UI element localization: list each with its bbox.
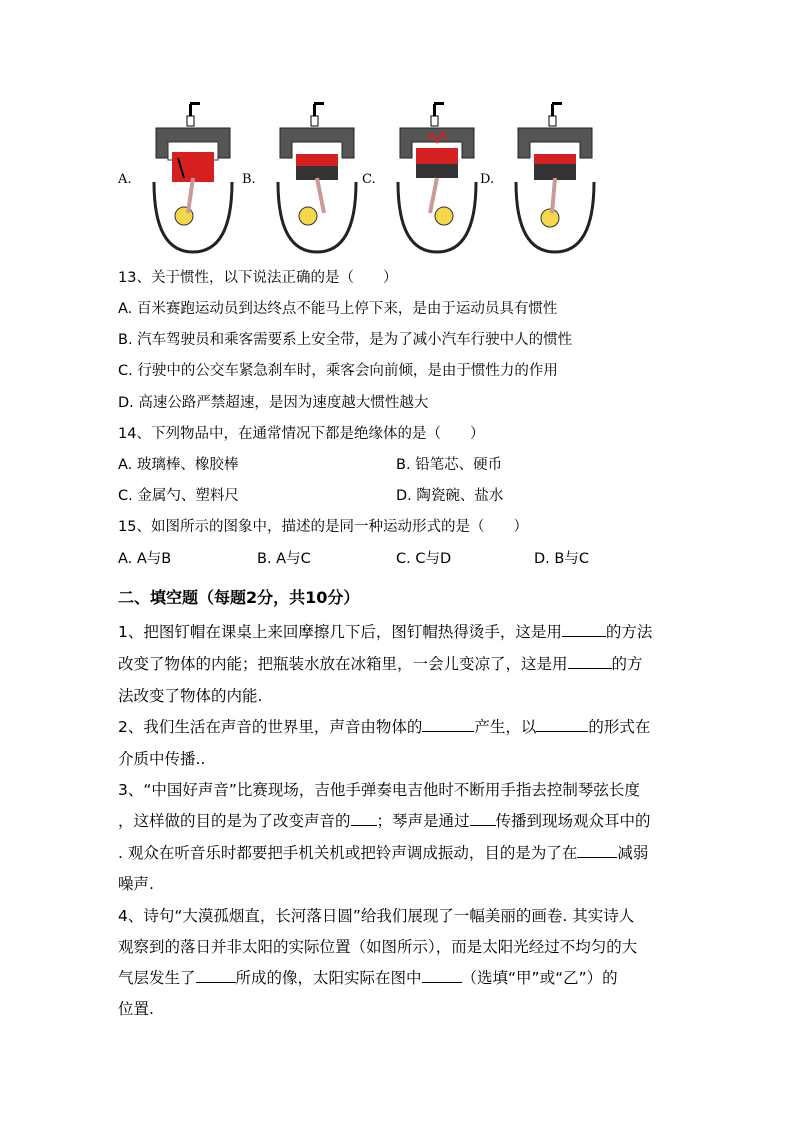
q13-stem: 13、关于惯性，以下说法正确的是（ ） xyxy=(118,270,398,286)
q13-option-c: C. 行驶中的公交车紧急刹车时，乘客会向前倾，是由于惯性力的作用 xyxy=(118,363,558,379)
answer-blank[interactable] xyxy=(422,968,462,983)
fill1-text: 的方 xyxy=(611,655,643,673)
fill2-line2: 介质中传播.. xyxy=(118,750,206,768)
fill3-line3 xyxy=(118,843,648,863)
fill1-line3: 法改变了物体的内能. xyxy=(118,687,263,705)
fill3-text: . 观众在听音乐时都要把手机关机或把铃声调成振动，目的是为了在 xyxy=(118,844,578,862)
q15-stem: 15、如图所示的图象中，描述的是同一种运动形式的是（ ） xyxy=(118,519,528,535)
fill3-text: 减弱 xyxy=(617,844,649,862)
answer-blank[interactable] xyxy=(577,843,617,858)
fill1-text: 改变了物体的内能；把瓶装水放在冰箱里，一会儿变凉了，这是用 xyxy=(118,655,568,673)
fill1-line1 xyxy=(118,622,652,642)
q15-option-d: D. B与C xyxy=(534,551,589,567)
answer-blank[interactable] xyxy=(351,811,377,826)
fill4-line4: 位置. xyxy=(118,1000,154,1018)
answer-blank[interactable] xyxy=(196,968,236,983)
engine-option-d xyxy=(480,98,600,258)
fill4-line2: 观察到的落日并非太阳的实际位置（如图所示），而是太阳光经过不均匀的大 xyxy=(118,938,638,956)
q14-stem: 14、下列物品中，在通常情况下都是绝缘体的是（ ） xyxy=(118,426,485,442)
fill4-line3 xyxy=(118,968,618,988)
option-label: B. xyxy=(242,172,256,187)
fill3-line1: 3、“中国好声音”比赛现场，吉他手弹奏电吉他时不断用手指去控制琴弦长度 xyxy=(118,781,640,799)
q14-option-c: C. 金属勺、塑料尺 xyxy=(118,488,239,504)
fill1-text: 1、把图钉帽在课桌上来回摩擦几下后，图钉帽热得烫手，这是用 xyxy=(118,623,562,641)
option-label: C. xyxy=(362,172,376,187)
engine-option-c xyxy=(362,98,482,258)
fill3-text: ；琴声是通过 xyxy=(376,812,470,830)
answer-blank[interactable] xyxy=(536,717,588,732)
fill4-text: （选填“甲”或“乙”）的 xyxy=(461,969,618,987)
fill3-line2 xyxy=(118,811,651,831)
fill3-line4: 噪声. xyxy=(118,875,154,893)
engine-option-b xyxy=(242,98,362,258)
fill3-text: ，这样做的目的是为了改变声音的 xyxy=(118,812,351,830)
q14-option-b: B. 铅笔芯、硬币 xyxy=(396,457,503,473)
engine-option-a xyxy=(118,98,238,258)
engine-a-icon xyxy=(148,98,238,256)
fill2-text: 2、我们生活在声音的世界里，声音由物体的 xyxy=(118,718,423,736)
engine-diagrams xyxy=(118,98,638,258)
fill2-line1 xyxy=(118,717,650,737)
q15-option-c: C. C与D xyxy=(396,551,452,567)
fill2-text: 的形式在 xyxy=(588,718,651,736)
fill1-text: 的方法 xyxy=(605,623,653,641)
engine-d-icon xyxy=(510,98,600,256)
q15-option-b: B. A与C xyxy=(257,551,311,567)
q15-option-a: A. A与B xyxy=(118,551,172,567)
engine-b-icon xyxy=(272,98,362,256)
q13-option-b: B. 汽车驾驶员和乘客需要系上安全带，是为了减小汽车行驶中人的惯性 xyxy=(118,332,573,348)
q14-option-d: D. 陶瓷碗、盐水 xyxy=(396,488,504,504)
q13-option-d: D. 高速公路严禁超速，是因为速度越大惯性越大 xyxy=(118,395,429,411)
fill2-text: 产生，以 xyxy=(474,718,537,736)
fill4-text: 所成的像，太阳实际在图中 xyxy=(235,969,422,987)
q14-option-a: A. 玻璃棒、橡胶棒 xyxy=(118,457,239,473)
option-label: D. xyxy=(480,172,495,187)
answer-blank[interactable] xyxy=(562,622,606,637)
fill4-text: 气层发生了 xyxy=(118,969,196,987)
section-title: 二、填空题（每题2分，共10分） xyxy=(118,588,360,607)
engine-c-icon xyxy=(392,98,482,256)
fill4-line1: 4、诗句“大漠孤烟直，长河落日圆”给我们展现了一幅美丽的画卷. 其实诗人 xyxy=(118,907,635,925)
answer-blank[interactable] xyxy=(422,717,474,732)
answer-blank[interactable] xyxy=(470,811,496,826)
fill3-text: 传播到现场观众耳中的 xyxy=(495,812,651,830)
answer-blank[interactable] xyxy=(568,654,612,669)
fill1-line2 xyxy=(118,654,643,674)
option-label: A. xyxy=(118,172,132,187)
q13-option-a: A. 百米赛跑运动员到达终点不能马上停下来，是由于运动员具有惯性 xyxy=(118,301,558,317)
